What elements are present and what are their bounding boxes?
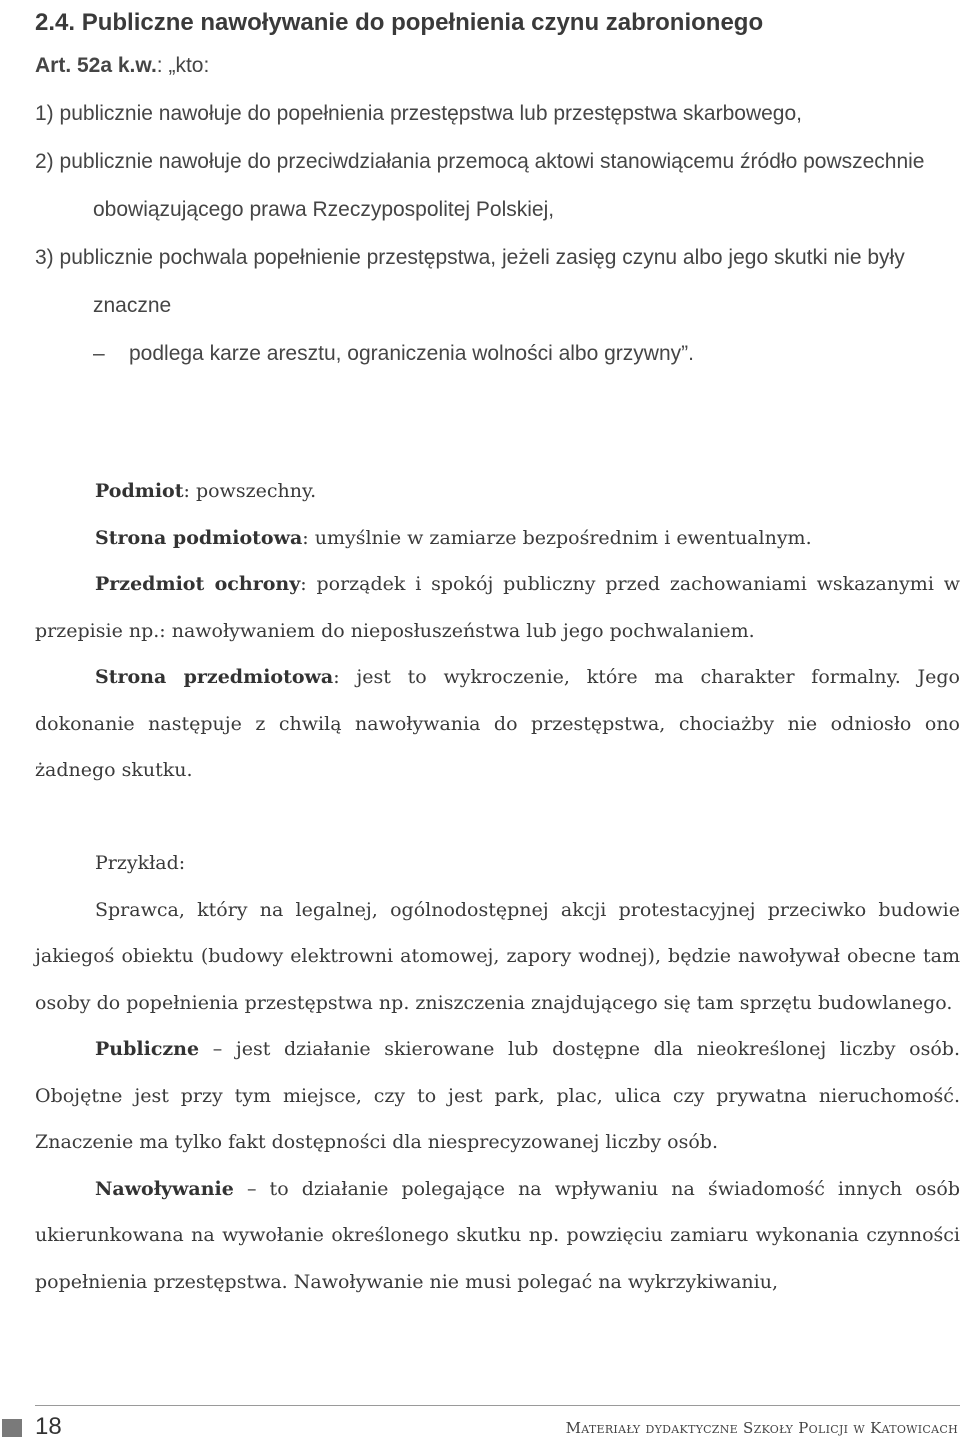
item-text: publicznie nawołuje do przeciwdziałania przemocą aktowi stanowiącemu źródło powszechnie obowiązującego prawa Rzeczypospolitej Polskiej,	[59, 150, 925, 221]
page-number: 18	[35, 1413, 62, 1440]
paragraph-nawolywanie	[35, 1166, 960, 1306]
article-quote	[35, 42, 960, 378]
item-number: 2)	[35, 150, 54, 173]
definition-text: : porządek i spokój publiczny przed zachowaniami wskazanymi w przepisie np.: nawoływaniem do nieposłuszeństwa lub jego pochwalaniem.	[35, 573, 960, 642]
definition-term: Strona przedmiotowa	[95, 666, 334, 688]
definition-podmiot	[35, 468, 960, 515]
definition-text: : powszechny.	[183, 480, 317, 502]
paragraph-publiczne	[35, 1026, 960, 1166]
item-text: publicznie pochwala popełnienie przestępstwa, jeżeli zasięg czynu albo jego skutki nie były znaczne	[59, 246, 905, 317]
item-text: publicznie nawołuje do popełnienia przestępstwa lub przestępstwa skarbowego,	[59, 102, 802, 125]
penalty-dash: –	[93, 342, 105, 365]
footer-square-marker	[2, 1419, 22, 1437]
example-label: Przykład:	[95, 852, 186, 874]
article-intro	[35, 42, 960, 90]
footer-divider	[35, 1405, 960, 1406]
paragraph-term: Nawoływanie	[95, 1177, 234, 1200]
penalty-text: podlega karze aresztu, ograniczenia wolności albo grzywny”.	[129, 342, 694, 365]
definition-strona-przedmiotowa	[35, 654, 960, 794]
paragraph-term: Publiczne	[95, 1038, 200, 1060]
definition-term: Strona podmiotowa	[95, 526, 303, 549]
definition-text: : jest to wykroczenie, które ma charakter formalny. Jego dokonanie następuje z chwilą nawoływania do przestępstwa, chociażby nie odniosło ono żadnego skutku.	[35, 666, 960, 781]
definition-term: Przedmiot ochrony	[95, 573, 301, 595]
article-intro-text: : „kto:	[156, 54, 210, 77]
definition-przedmiot-ochrony	[35, 561, 960, 654]
article-item-3	[35, 234, 960, 330]
item-number: 3)	[35, 246, 54, 269]
section-heading: 2.4. Publiczne nawoływanie do popełnienia czynu zabronionego	[35, 9, 764, 36]
article-item-2	[35, 138, 960, 234]
article-reference: Art. 52a k.w.	[35, 54, 157, 77]
article-item-1	[35, 90, 960, 138]
page-footer	[0, 1405, 960, 1445]
commentary	[35, 468, 960, 1305]
item-number: 1)	[35, 102, 54, 125]
definition-term: Podmiot	[95, 480, 184, 502]
paragraph-text: – jest działanie skierowane lub dostępne dla nieokreślonej liczby osób. Obojętne jest przy tym miejsce, czy to jest park, plac, ulica czy prywatna nieruchomość. Znaczenie ma tylko fakt dostępności dla niesprecyzowanej liczby osób.	[35, 1038, 960, 1153]
example-text: Sprawca, który na legalnej, ogólnodostępnej akcji protestacyjnej przeciwko budowie jakiegoś obiektu (budowy elektrowni atomowej, zapory wodnej), będzie nawoływał obecne tam osoby do popełnienia przestępstwa np. zniszczenia znajdującego się tam sprzętu budowlanego.	[35, 898, 960, 1014]
running-title: Materiały dydaktyczne Szkoły Policji w Katowicach	[565, 1419, 958, 1437]
definition-strona-podmiotowa	[35, 515, 960, 562]
paragraph-text: – to działanie polegające na wpływaniu na świadomość innych osób ukierunkowana na wywołanie określonego skutku np. powzięciu zamiaru wykonania czynności popełnienia przestępstwa. Nawoływanie nie musi polegać na wykrzykiwaniu,	[35, 1177, 960, 1293]
article-penalty	[35, 330, 960, 378]
definition-text: : umyślnie w zamiarze bezpośrednim i ewentualnym.	[302, 526, 812, 549]
